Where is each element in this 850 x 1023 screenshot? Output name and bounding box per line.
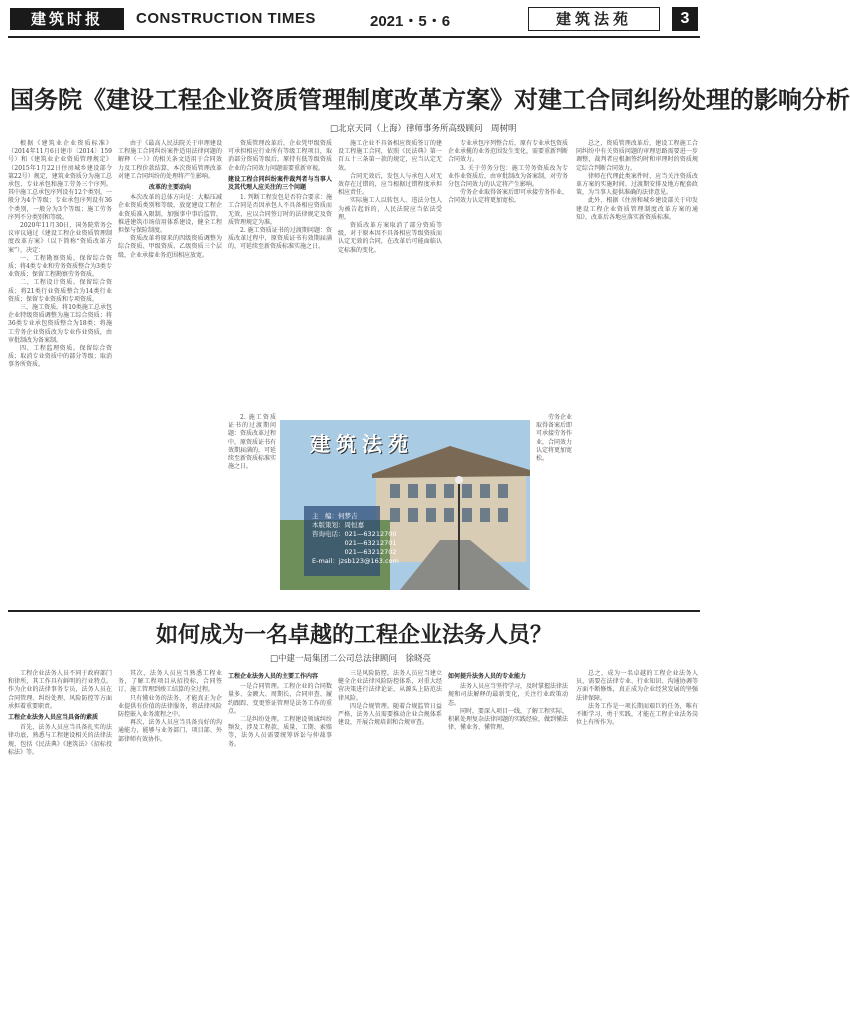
- masthead: [8, 6, 700, 32]
- paragraph: 劳务企业取得备案后即可承接劳务作业，合同效力认定将更加宽松。: [536, 414, 573, 463]
- article2-column-6: [576, 670, 698, 1018]
- page-number: 3: [672, 7, 698, 31]
- paragraph: 2. 施工资质证书的过渡期问题：资质改革过程中，原资质证书有效期届满的，可延续至新资质标准实施之日。: [228, 414, 277, 471]
- article1-column-3-cont: [228, 414, 276, 604]
- article1-column-5: [448, 140, 568, 410]
- section-name: 建筑法苑: [528, 7, 660, 31]
- window: [426, 508, 436, 522]
- paragraph: 实际施工人以转包人、违法分包人为被告起诉的，人民法院应当依法受理。: [338, 197, 442, 221]
- window: [444, 508, 454, 522]
- paragraph: 本次改革的总体方向是：大幅压减企业资质类别和等级，放宽建设工程企业资质准入限制，加强事中事后监管，推进建筑市场信用体系建设，健全工程担保与保险制度。: [118, 194, 222, 235]
- window: [498, 508, 508, 522]
- window: [480, 508, 490, 522]
- paragraph: 劳务企业取得备案后即可承接劳务作业，合同效力认定将更加宽松。: [448, 189, 569, 205]
- masthead-divider: [8, 36, 700, 38]
- paragraph: 施工企业不具备相应资质签订的建设工程施工合同，依照《民法典》第一百五十三条第一款的规定，应当认定无效。: [338, 140, 442, 172]
- article-divider: [8, 610, 700, 612]
- paragraph: 只有懂业务的法务，才能真正为企业提供有价值的法律服务，将法律风险防控嵌入业务流程之中。: [118, 694, 222, 719]
- window: [408, 484, 418, 498]
- paragraph: 三是风险防控。法务人员应当建立健全企业法律风险防控体系，对重大经营决策进行法律论证，从源头上防范法律风险。: [338, 670, 442, 702]
- article2-column-2: [118, 670, 222, 1018]
- article2-headline: 如何成为一名卓越的工程企业法务人员？: [155, 623, 552, 648]
- paragraph: 2020年11月30日，国务院常务会议审议通过《建设工程企业资质管理制度改革方案》（以下简称“资质改革方案”），决定：: [8, 222, 112, 254]
- paragraph: 资质管理改革后，企业凭甲级资质可承担相应行业所有等级工程项目，取消部分资质等级后，原持有低等级资质企业的合同效力问题需要重新审视。: [228, 140, 332, 172]
- paragraph: 3. 关于劳务分包：施工劳务资质改为专业作业资质后，由审批制改为备案制，对劳务分包合同效力的认定将产生影响。: [448, 164, 569, 189]
- subheading: 工程企业法务人员的主要工作内容: [228, 673, 319, 680]
- article1-column-4: [338, 140, 442, 410]
- newspaper-logo: 建筑时报: [10, 8, 124, 30]
- article1-byline: □北京天同（上海）律师事务所高级顾问 周树明: [330, 124, 517, 134]
- article2-column-5: [448, 670, 568, 1018]
- article1-column-1: [8, 140, 112, 605]
- credit-line: 主 编：何梦吉: [312, 512, 358, 520]
- article1-column-6: [576, 140, 698, 605]
- window: [444, 484, 454, 498]
- paragraph: 根据《建筑业企业资质标准》（2014年11月6日建市〔2014〕159号）和《建筑业企业资质管理规定》（2015年1月22日住房城乡建设部令第22号）规定，建筑业资质分为施工总承包、专业承包和施工劳务三个序列。其中施工总承包序列设有12个类别，一般分为4个等级；专业承包序列设有36个类别，一般分为3个等级；施工劳务序列不分类别和等级。: [8, 140, 112, 221]
- paragraph: 一是合同管理。工程企业的合同数量多、金额大、周期长，合同审查、履约跟踪、变更签证管理是法务工作的重点。: [228, 683, 332, 715]
- window: [462, 484, 472, 498]
- credit-line: E-mail：jzsb123@163.com: [312, 557, 399, 565]
- paragraph: 合同无效后，发包人与承包人对无效存在过错的，应当根据过错程度承担相应责任。: [338, 172, 442, 197]
- window: [390, 484, 400, 498]
- credit-line: 本版策划：周恒嘉: [312, 521, 364, 529]
- newspaper-title: CONSTRUCTION TIMES: [136, 10, 316, 27]
- paragraph: 1. 判断工程发包是否符合要求：施工合同是否因承包人不具备相应资质而无效，应以合同签订时的法律规定及资质管理规定为准。: [228, 194, 332, 226]
- paragraph: 2. 施工资质证书的过渡期问题：资质改革过程中，原资质证书有效期届满的，可延续至新资质标准实施之日。: [228, 227, 332, 251]
- window: [462, 508, 472, 522]
- article1-column-3: [228, 140, 332, 410]
- editorial-credits: [312, 512, 399, 566]
- issue-date: 2021・5・6: [370, 13, 451, 30]
- paragraph: 专业承包序列整合后，原有专业承包资质企业承揽的业务范围发生变化，需要重新判断合同效力。: [448, 140, 569, 164]
- article2-column-1: [8, 670, 112, 1018]
- paragraph: 二是纠纷处理。工程建设领域纠纷频发，涉及工程款、质量、工期、索赔等，法务人员需要统筹诉讼与仲裁事务。: [228, 716, 332, 748]
- lamp-post: [458, 480, 460, 590]
- paragraph: 律师在代理此类案件时，应当关注资质改革方案的实施时间、过渡期安排及地方配套政策，为当事人提供准确的法律意见。: [576, 172, 698, 197]
- subheading: 工程企业法务人员应当具备的素质: [8, 714, 99, 722]
- article2-byline: □中建一局集团二公司总法律顾问 徐晓亮: [270, 654, 432, 664]
- paragraph: 二、工程设计资质。保留综合资质；将21类行业资质整合为14类行业资质；保留专业资质和专项资质。: [8, 279, 112, 303]
- credit-line: 021—63212701: [312, 539, 397, 547]
- subheading: 建设工程合同纠纷案件裁判者与当事人及其代理人应关注的三个问题: [228, 175, 332, 192]
- paragraph: 再次，法务人员应当具备良好的沟通能力，能够与业务部门、项目部、外部律师有效协作。: [118, 719, 222, 743]
- paragraph: 总之，成为一名卓越的工程企业法务人员，需要在法律专业、行业知识、沟通协调等方面不断修炼，真正成为企业经营发展的坚强法律保障。: [576, 670, 698, 702]
- article1-column-5-cont: [536, 414, 572, 604]
- paragraph: 法务人员应当坚持学习，及时掌握法律法规和司法解释的最新变化，关注行业政策动态。: [448, 683, 569, 707]
- window: [480, 484, 490, 498]
- section-banner-image: [280, 420, 530, 590]
- paragraph: 四是合规管理。随着合规监管日益严格，法务人员需要推动企业合规体系建设，开展合规培训和合规审查。: [338, 702, 442, 727]
- paragraph: 同时，要深入项目一线，了解工程实际，积累处理复杂法律问题的实践经验，做到懂法律、懂业务、懂管理。: [448, 707, 569, 732]
- subheading: 如何提升法务人员的专业能力: [448, 673, 527, 680]
- paragraph: 资质改革将原来的四级资质调整为综合资质、甲级资质、乙级资质三个层级，企业承接业务范围相应放宽。: [118, 235, 222, 259]
- paragraph: 其次，法务人员应当熟悉工程业务，了解工程项目从招投标、合同签订、施工管理到竣工结算的全过程。: [118, 670, 222, 694]
- paragraph: 三、施工资质。将10类施工总承包企业特级资质调整为施工综合资质；将36类专业承包资质整合为18类；将施工劳务企业资质改为专业作业资质，由审批制改为备案制。: [8, 304, 112, 344]
- paragraph: 一、工程勘察资质。保留综合资质；将4类专业和劳务资质整合为3类专业资质；保留工程勘察劳务资质。: [8, 254, 112, 279]
- paragraph: 首先，法务人员应当具备扎实的法律功底，熟悉与工程建设相关的法律法规，包括《民法典》《建筑法》《招标投标法》等。: [8, 724, 112, 756]
- paragraph: 工程企业法务人员不同于政府部门和律所，其工作具有鲜明的行业特点。作为企业的法律事务专员，法务人员在合同管理、纠纷处理、风险防控等方面承担着重要职责。: [8, 670, 112, 710]
- window: [408, 508, 418, 522]
- paragraph: 此外，根据《住房和城乡建设部关于印发建设工程企业资质管理制度改革方案的通知》，改革后各地应落实新资质标准。: [576, 197, 698, 221]
- paragraph: 四、工程监理资质。保留综合资质；取消专业资质中的部分等级；取消事务所资质。: [8, 345, 112, 369]
- lamp: [455, 476, 463, 484]
- window: [498, 484, 508, 498]
- paragraph: 由于《最高人民法院关于审理建设工程施工合同纠纷案件适用法律问题的解释（一）》的相关条文适用于合同效力及工程价款结算，本次资质管理改革对建工合同纠纷的处理将产生影响。: [118, 140, 222, 180]
- credit-line: 021—63212702: [312, 548, 397, 556]
- article1-headline: 国务院《建设工程企业资质管理制度改革方案》对建工合同纠纷处理的影响分析: [10, 86, 850, 114]
- paragraph: 总之，资质管理改革后，建设工程施工合同纠纷中有关资质问题的审理思路需要进一步调整，裁判者应根据签约时和审理时的资质规定综合判断合同效力。: [576, 140, 698, 172]
- section-banner-title: 建筑法苑: [310, 432, 414, 456]
- paragraph: 法务工作是一项长期而艰巨的任务，唯有不断学习、勇于实践，才能在工程企业法务岗位上有所作为。: [576, 702, 698, 727]
- paragraph: 资质改革方案取消了部分资质等级，对于原本因不具备相应等级资质而认定无效的合同，在改革后可能面临认定标准的变化。: [338, 222, 442, 254]
- subheading: 改革的主要动向: [148, 184, 191, 192]
- article1-column-2: [118, 140, 222, 605]
- credit-line: 咨询电话：021—63212700: [312, 530, 397, 538]
- article2-column-4: [338, 670, 442, 1018]
- article2-column-3: [228, 670, 332, 1018]
- window: [426, 484, 436, 498]
